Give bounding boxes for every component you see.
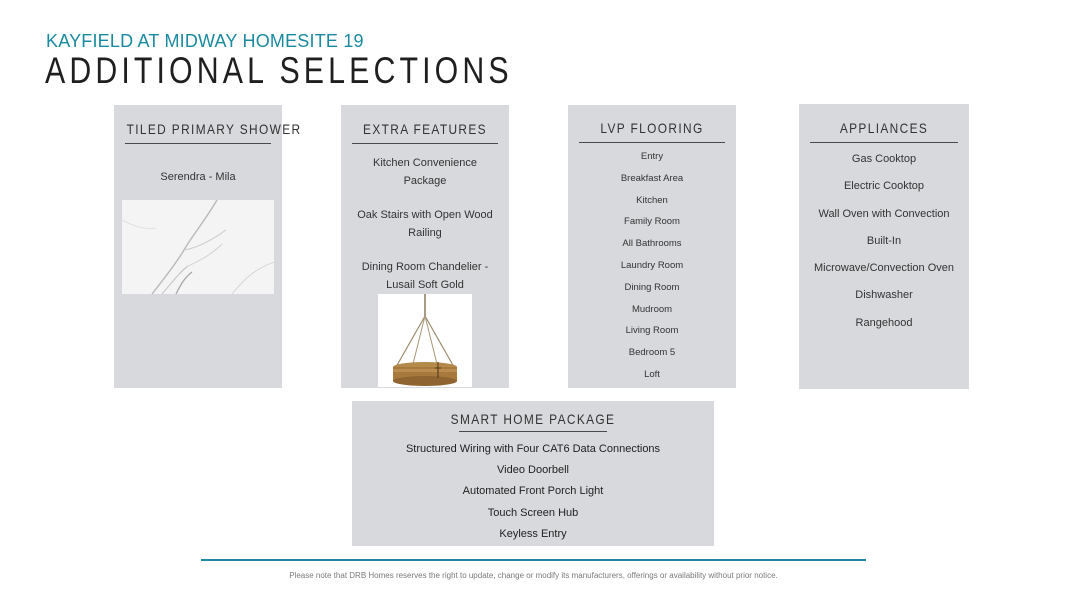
list-item: Electric Cooktop (843, 180, 925, 193)
heading-divider (579, 142, 725, 143)
card-heading: SMART HOME PACKAGE (450, 411, 616, 427)
list-item: Breakfast Area (620, 172, 684, 184)
page-title: ADDITIONAL SELECTIONS (45, 50, 513, 91)
smart-home-list (352, 442, 714, 548)
list-item: Rangehood (855, 316, 913, 329)
extra-features-list (341, 155, 509, 294)
list-item: Oak Stairs with Open Wood Railing (357, 209, 493, 239)
list-item: Loft (644, 368, 660, 380)
heading-divider (125, 143, 271, 144)
list-item: Wall Oven with Convection (818, 207, 950, 220)
card-heading: EXTRA FEATURES (363, 121, 487, 137)
heading-divider (459, 431, 607, 432)
list-item: Microwave/Convection Oven (813, 262, 954, 275)
list-item: Dishwasher (855, 289, 913, 302)
list-item: All Bathrooms (622, 238, 682, 250)
marble-tile-swatch-icon (122, 200, 274, 294)
list-item: Video Doorbell (497, 464, 569, 477)
heading-divider (352, 143, 498, 144)
card-heading: APPLIANCES (839, 120, 929, 136)
card-heading: TILED PRIMARY SHOWER (126, 121, 302, 137)
list-item: Structured Wiring with Four CAT6 Data Connections (405, 443, 661, 455)
card-heading: LVP FLOORING (600, 120, 704, 136)
list-item: Bedroom 5 (628, 347, 676, 359)
list-item: Family Room (624, 216, 680, 228)
list-item: Laundry Room (620, 259, 684, 271)
list-item: Mudroom (631, 303, 673, 315)
list-item: Touch Screen Hub (487, 506, 579, 519)
footer-disclaimer: Please note that DRB Homes reserves the right to update, change or modify its manufacturers, offerings or availability without prior notice. (289, 571, 778, 580)
list-item: Kitchen (636, 194, 668, 206)
footer-divider (201, 559, 866, 561)
heading-divider (810, 142, 958, 143)
card-appliances (799, 104, 969, 389)
appliances-list (799, 152, 969, 343)
page-subtitle: KAYFIELD AT MIDWAY HOMESITE 19 (46, 31, 364, 51)
list-item: Dining Room (624, 281, 680, 293)
list-item: Dining Room Chandelier - Lusail Soft Gold (361, 261, 489, 291)
card-tiled-primary-shower (114, 105, 302, 388)
list-item: Gas Cooktop (851, 153, 917, 165)
list-item: Built-In (866, 234, 902, 247)
list-item: Automated Front Porch Light (462, 485, 604, 498)
list-item: Entry (640, 151, 664, 162)
shower-item: Serendra - Mila (160, 171, 236, 183)
card-smart-home-package (352, 401, 714, 546)
card-extra-features (341, 105, 509, 388)
lvp-flooring-list (568, 150, 736, 390)
chandelier-photo-icon (378, 294, 472, 387)
card-lvp-flooring (568, 105, 736, 388)
list-item: Living Room (625, 325, 679, 337)
list-item: Keyless Entry (499, 527, 567, 540)
list-item: Kitchen Convenience Package (373, 157, 477, 187)
